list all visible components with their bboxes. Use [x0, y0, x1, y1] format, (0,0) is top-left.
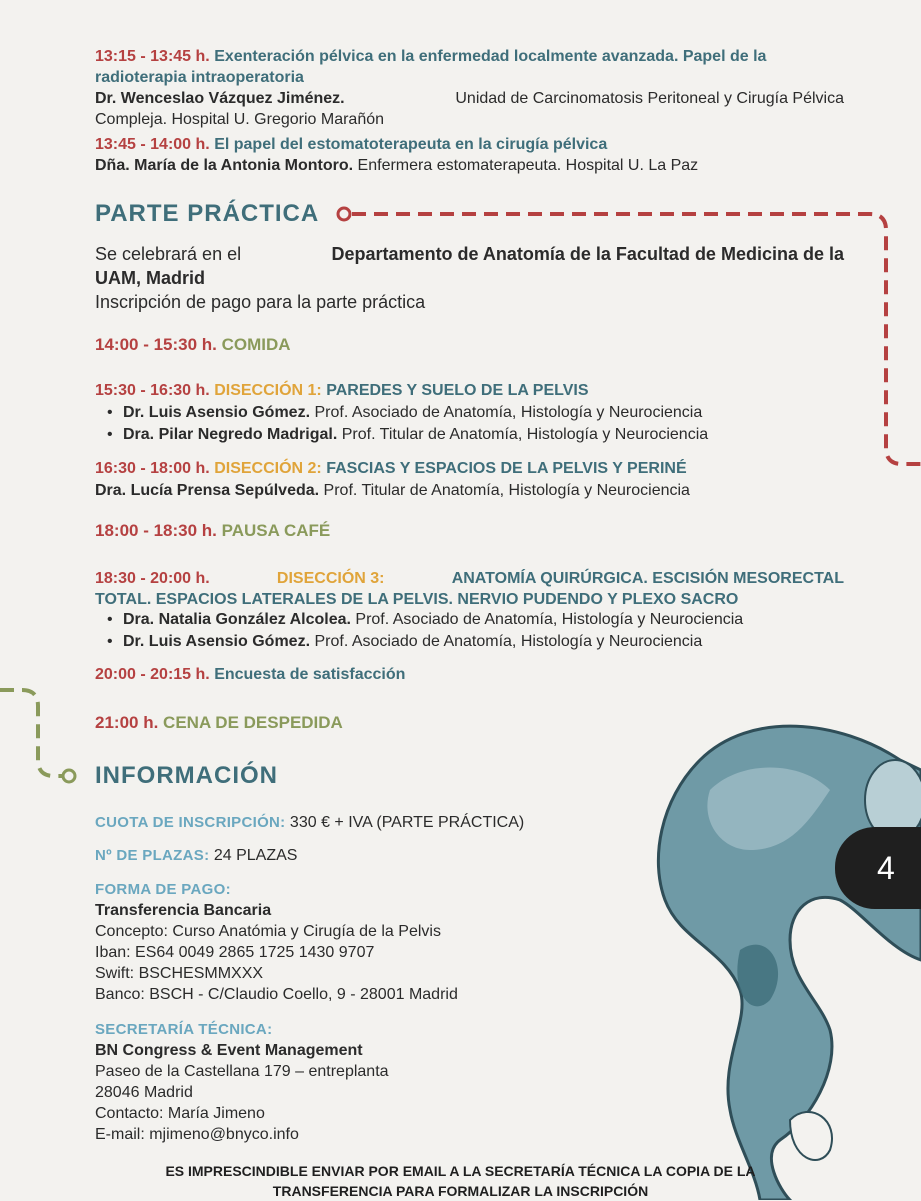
pausa-label: PAUSA CAFÉ — [221, 521, 331, 540]
cuota-value: 330 € + IVA (PARTE PRÁCTICA) — [289, 814, 525, 831]
diseccion-3-title: ANATOMÍA QUIRÚRGICA. ESCISIÓN MESORECTAL — [451, 570, 844, 587]
diseccion-2-row — [95, 460, 687, 478]
cena-time: 21:00 h. — [95, 713, 159, 732]
talk-2-time: 13:45 - 14:00 h. — [95, 136, 210, 153]
diseccion-2-tag: DISECCIÓN 2: — [214, 460, 322, 477]
plazas-row — [95, 847, 297, 865]
list-item: • Dr. Luis Asensio Gómez. Prof. Asociado de Anatomía, Histología y Neurociencia — [95, 631, 835, 653]
diseccion-3-time: 18:30 - 20:00 h. — [95, 570, 210, 587]
talk-2-speaker-block — [95, 155, 698, 176]
diseccion-2-time: 16:30 - 18:00 h. — [95, 460, 210, 477]
talk-1-speaker-block — [95, 88, 844, 130]
encuesta-label: Encuesta de satisfacción — [214, 666, 406, 683]
cena-row — [95, 713, 343, 733]
pausa-time: 18:00 - 18:30 h. — [95, 521, 217, 540]
pausa-row — [95, 521, 330, 541]
comida-row — [95, 335, 291, 355]
talk-1-title-cont: radioterapia intraoperatoria — [95, 69, 304, 86]
secretaria-city: 28046 Madrid — [95, 1084, 193, 1101]
pago-banco: Banco: BSCH - C/Claudio Coello, 9 - 28001 Madrid — [95, 986, 458, 1003]
secretaria-contact: Contacto: María Jimeno — [95, 1105, 265, 1122]
practica-intro — [95, 242, 844, 314]
comida-time: 14:00 - 15:30 h. — [95, 335, 217, 354]
encuesta-time: 20:00 - 20:15 h. — [95, 666, 210, 683]
diseccion-1-title: PAREDES Y SUELO DE LA PELVIS — [326, 382, 589, 399]
secretaria-name: BN Congress & Event Management — [95, 1042, 363, 1059]
pago-type: Transferencia Bancaria — [95, 902, 272, 919]
pago-block — [95, 879, 458, 1005]
secretaria-email: E-mail: mjimeno@bnyco.info — [95, 1126, 299, 1143]
pago-swift: Swift: BSCHESMMXXX — [95, 965, 264, 982]
diseccion-2-title: FASCIAS Y ESPACIOS DE LA PELVIS Y PERINÉ — [326, 460, 687, 477]
cuota-label: CUOTA DE INSCRIPCIÓN: — [95, 814, 286, 831]
diseccion-3-tag: DISECCIÓN 3: — [276, 570, 385, 587]
talk-1-title: Exenteración pélvica en la enfermedad localmente avanzada. Papel de la — [214, 48, 767, 65]
cena-label: CENA DE DESPEDIDA — [163, 713, 343, 732]
list-item: • Dra. Natalia González Alcolea. Prof. Asociado de Anatomía, Histología y Neurociencia — [95, 609, 835, 631]
notice-line-1: ES IMPRESCINDIBLE ENVIAR POR EMAIL A LA SECRETARÍA TÉCNICA LA COPIA DE LA — [165, 1163, 756, 1179]
diseccion-3-people — [95, 609, 835, 653]
intro-location: Departamento de Anatomía de la Facultad de Medicina de la — [331, 244, 844, 264]
secretaria-block — [95, 1019, 389, 1145]
talk-1 — [95, 46, 844, 88]
secretaria-label: SECRETARÍA TÉCNICA: — [95, 1021, 273, 1038]
plazas-label: Nº DE PLAZAS: — [95, 847, 210, 864]
pelvis-illustration — [640, 700, 921, 1200]
informacion-heading: INFORMACIÓN — [95, 762, 278, 789]
pago-concepto: Concepto: Curso Anatómia y Cirugía de la Pelvis — [95, 923, 441, 940]
talk-1-time: 13:15 - 13:45 h. — [95, 48, 210, 65]
talk-1-affiliation: Unidad de Carcinomatosis Peritoneal y Cirugía Pélvica — [455, 90, 844, 107]
inscription-note: Inscripción de pago para la parte práctica — [95, 292, 426, 312]
talk-2 — [95, 134, 607, 155]
diseccion-3-row — [95, 568, 844, 610]
pago-iban: Iban: ES64 0049 2865 1725 1430 9707 — [95, 944, 375, 961]
talk-2-title: El papel del estomatoterapeuta en la cirugía pélvica — [214, 136, 608, 153]
talk-1-speaker: Dr. Wenceslao Vázquez Jiménez. — [95, 90, 345, 107]
diseccion-1-row — [95, 382, 589, 400]
plazas-value: 24 PLAZAS — [213, 847, 298, 864]
diseccion-1-tag: DISECCIÓN 1: — [214, 382, 322, 399]
list-item: • Dra. Pilar Negredo Madrigal. Prof. Titular de Anatomía, Histología y Neurociencia — [95, 424, 835, 446]
secretaria-address: Paseo de la Castellana 179 – entreplanta — [95, 1063, 389, 1080]
talk-1-affiliation-cont: Compleja. Hospital U. Gregorio Marañón — [95, 111, 385, 128]
diseccion-1-time: 15:30 - 16:30 h. — [95, 382, 210, 399]
talk-2-affiliation: Enfermera estomaterapeuta. Hospital U. La Paz — [357, 157, 699, 174]
notice — [0, 1161, 921, 1201]
page-number-badge: 4 — [835, 827, 921, 909]
encuesta-row — [95, 666, 405, 684]
diseccion-1-people — [95, 402, 835, 446]
diseccion-2-person: Dra. Lucía Prensa Sepúlveda. Prof. Titular de Anatomía, Histología y Neurociencia — [95, 482, 690, 499]
parte-practica-heading: PARTE PRÁCTICA — [95, 200, 320, 227]
intro-location-cont: UAM, Madrid — [95, 268, 205, 288]
diseccion-3-title-cont: TOTAL. ESPACIOS LATERALES DE LA PELVIS. NERVIO PUDENDO Y PLEXO SACRO — [95, 591, 739, 608]
comida-label: COMIDA — [221, 335, 291, 354]
intro-prefix: Se celebrará en el — [95, 244, 242, 264]
cuota-row — [95, 814, 524, 832]
pago-label: FORMA DE PAGO: — [95, 881, 231, 898]
notice-line-2: TRANSFERENCIA PARA FORMALIZAR LA INSCRIPCIÓN — [272, 1183, 649, 1199]
list-item: • Dr. Luis Asensio Gómez. Prof. Asociado de Anatomía, Histología y Neurociencia — [95, 402, 835, 424]
talk-2-speaker: Dña. María de la Antonia Montoro. — [95, 157, 354, 174]
